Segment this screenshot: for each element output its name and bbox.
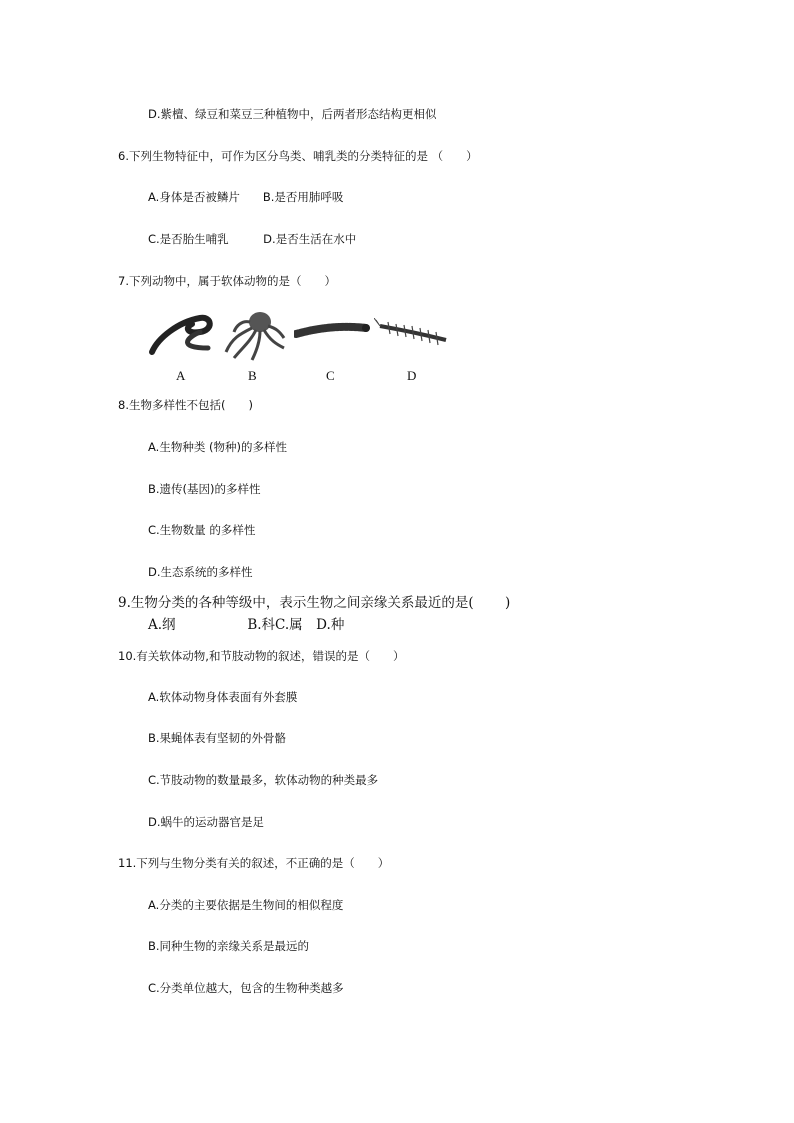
image-label-c: C — [326, 368, 335, 383]
question-10: 10.有关软体动物,和节肢动物的叙述，错误的是（ ） — [118, 649, 405, 663]
q6-options-ab: A.身体是否被鳞片 B.是否用肺呼吸 — [148, 190, 344, 204]
q8-option-a: A.生物种类 (物种)的多样性 — [148, 440, 287, 454]
image-label-d: D — [407, 368, 417, 383]
question-6: 6.下列生物特征中，可作为区分鸟类、哺乳类的分类特征的是 （ ） — [118, 149, 478, 163]
centipede-image — [374, 318, 452, 348]
question-9: 9.生物分类的各种等级中，表示生物之间亲缘关系最近的是( ) — [118, 595, 511, 611]
q9-options: A.纲 B.科C.属 D.种 — [148, 617, 345, 633]
q10-option-a: A.软体动物身体表面有外套膜 — [148, 690, 298, 704]
image-label-a: A — [176, 368, 186, 383]
question-8: 8.生物多样性不包括( ) — [118, 398, 253, 412]
eel-image — [148, 308, 216, 358]
caterpillar-image — [294, 320, 370, 344]
octopus-image — [222, 308, 288, 362]
question-7: 7.下列动物中，属于软体动物的是（ ） — [118, 274, 336, 288]
image-label-b: B — [248, 368, 257, 383]
q11-option-b: B.同种生物的亲缘关系是最远的 — [148, 939, 310, 953]
q8-option-b: B.遗传(基因)的多样性 — [148, 482, 261, 496]
q8-option-c: C.生物数量 的多样性 — [148, 523, 256, 537]
question-11: 11.下列与生物分类有关的叙述，不正确的是（ ） — [118, 856, 390, 870]
q6-options-cd: C.是否胎生哺乳 D.是否生活在水中 — [148, 232, 357, 246]
q10-option-b: B.果蝇体表有坚韧的外骨骼 — [148, 731, 287, 745]
q11-option-c: C.分类单位越大，包含的生物种类越多 — [148, 981, 344, 995]
q8-option-d: D.生态系统的多样性 — [148, 565, 253, 579]
q10-option-d: D.蜗牛的运动器官是足 — [148, 815, 265, 829]
q11-option-a: A.分类的主要依据是生物间的相似程度 — [148, 898, 344, 912]
q10-option-c: C.节肢动物的数量最多，软体动物的种类最多 — [148, 773, 379, 787]
q5-option-d: D.紫檀、绿豆和菜豆三种植物中，后两者形态结构更相似 — [148, 107, 437, 121]
